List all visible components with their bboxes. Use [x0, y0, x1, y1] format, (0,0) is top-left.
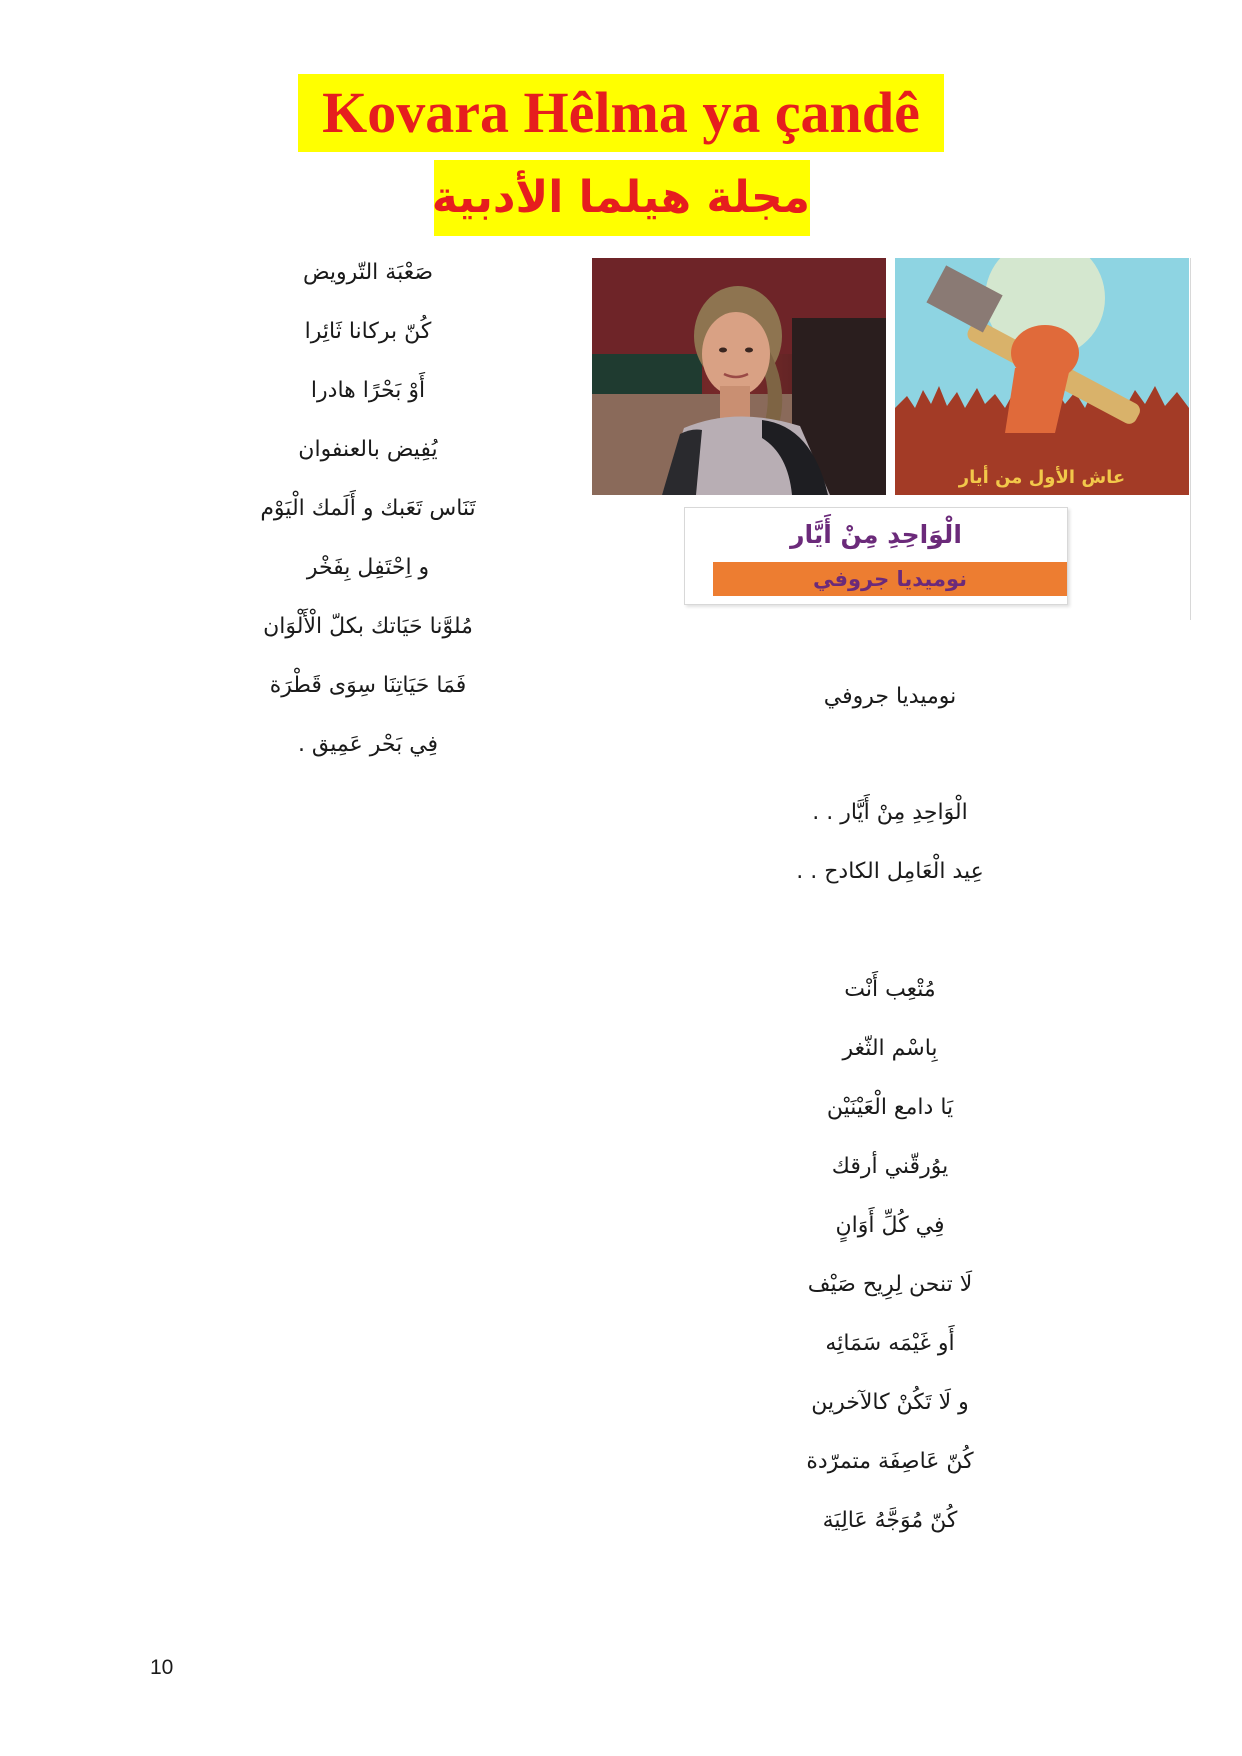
poster-caption: عاش الأول من أيار [958, 467, 1126, 488]
may-day-poster [895, 258, 1189, 495]
banner-title: الْوَاحِدِ مِنْ أَيَّار [790, 520, 962, 549]
poem-line: فِي كُلِّ أَوَانٍ [835, 1213, 945, 1238]
banner-author: نوميديا جروفي [713, 562, 1067, 596]
poem-line: بِاسْم الثّغر [842, 1036, 938, 1061]
poem-line: مُتْعِب أَنْت [844, 977, 936, 1002]
poem-line: يُفِيض بالعنفوان [298, 437, 438, 462]
poem-line: كُنّ مُوَجَّهُ عَالِيَة [822, 1508, 958, 1533]
poem-line: و لَا تَكُنْ كالآخرين [811, 1390, 969, 1415]
poem-line: صَعْبَة التّرويض [302, 260, 433, 285]
page-number: 10 [150, 1656, 174, 1679]
poem-line: و اِحْتَفِل بِفَخْر [306, 555, 430, 580]
poem-line: تَنَاس تَعَبك و أَلَمك الْيَوْم [260, 496, 476, 521]
poem-line: أَوْ بَحْرًا هادرا [310, 378, 426, 403]
author-name: نوميديا جروفي [823, 684, 957, 709]
poem-line: يوُرقّني أرقك [831, 1154, 949, 1179]
poem-line: مُلوَّنا حَيَاتك بكلّ الْأَلْوَان [263, 614, 473, 639]
poem-line: عِيد الْعَامِل الكادح . . [796, 859, 984, 884]
poem-line: فِي بَحْر عَمِيق . [297, 732, 439, 757]
poem-line: كُنّ بركانا ثَائِرا [304, 319, 432, 344]
poem-line: يَا دامع الْعَيْنَيْن [826, 1095, 954, 1120]
poem-line: لَا تنحن لِرِيح صَيْف [807, 1272, 973, 1297]
poem-line: كُنّ عَاصِفَة متمرّدة [806, 1449, 974, 1474]
magazine-title-arabic: مجلة هيلما الأدبية [434, 160, 810, 236]
poem-line: الْوَاحِدِ مِنْ أَيَّار . . [812, 800, 968, 825]
magazine-title-latin: Kovara Hêlma ya çandê [298, 74, 944, 152]
author-photo [592, 258, 886, 495]
poem-banner [684, 507, 1068, 605]
poem-line: أَو غَيْمَه سَمَائِه [825, 1331, 955, 1356]
vertical-divider [1190, 258, 1191, 620]
poem-line: فَمَا حَيَاتِنَا سِوَى قَطْرَة [269, 673, 467, 698]
